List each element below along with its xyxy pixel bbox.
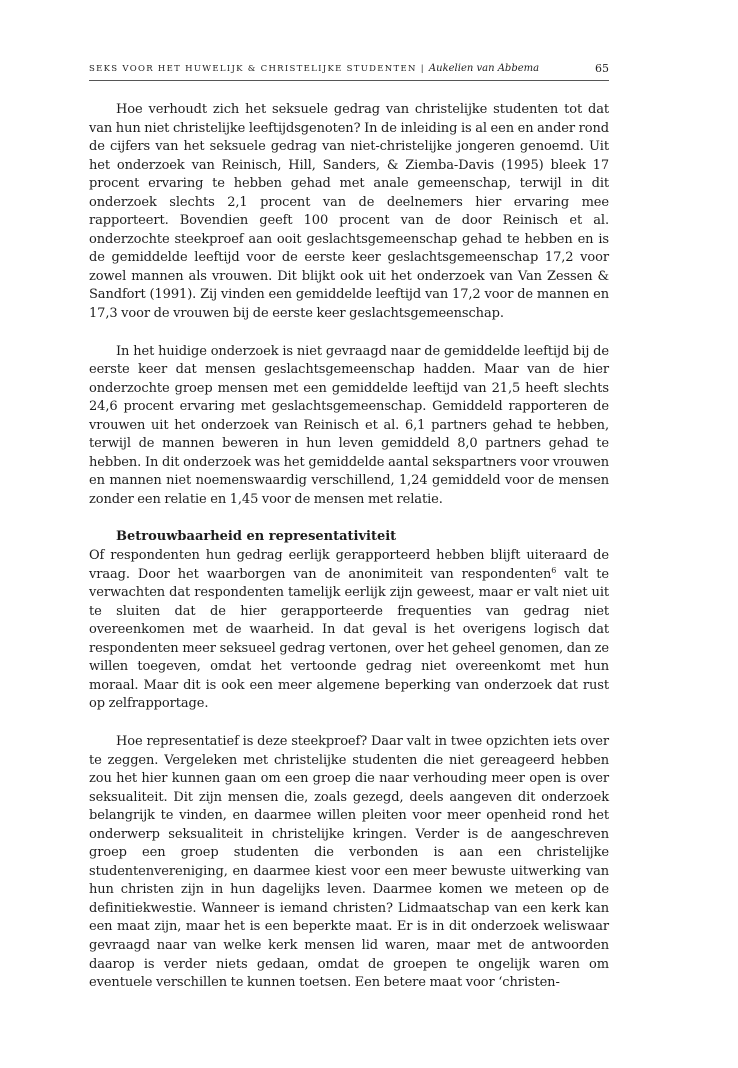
header-separator: | — [416, 64, 429, 74]
page-number: 65 — [595, 62, 609, 75]
author-name: Aukelien van Abbema — [428, 63, 540, 74]
section-heading: Betrouwbaarheid en representativiteit — [116, 529, 397, 545]
paragraph-3-part1: Of respondenten hun gedrag eerlijk gerapporteerd hebben blijft uiteraard de vraag. Door het waarborgen van de anonimiteit van respondenten — [89, 548, 609, 582]
running-head — [89, 60, 609, 81]
series-title: SEKS VOOR HET HUWELIJK & CHRISTELIJKE STUDENTEN — [89, 64, 417, 74]
paragraph-3 — [89, 547, 609, 714]
paragraph-4: Hoe representatief is deze steekproef? Daar valt in twee opzichten iets over te zeggen. Vergeleken met christelijke studenten die niet gereageerd hebben zou het hier kunnen gaan om een groep die naar verhouding meer open is over seksualiteit. Dit zijn mensen die, zoals gezegd, deels aangeven dit onderzoek belangrijk te vinden, en daarmee willen pleiten voor meer openheid rond het onderwerp seksualiteit in christelijke kringen. Verder is de aangeschreven groep een groep studenten die verbonden is aan een christelijke studentenvereniging, en daarmee kiest voor een meer bewuste uitwerking van hun christen zijn in hun dagelijks leven. Daarmee komen we meteen op de definitiekwestie. Wanneer is iemand christen? Lidmaatschap van een kerk kan een maat zijn, maar het is een beperkte maat. Er is in dit onderzoek weliswaar gevraagd naar van welke kerk mensen lid waren, maar met de antwoorden daarop is verder niets gedaan, omdat de groepen te ongelijk waren om eventuele verschillen te kunnen toetsen. Een betere maat voor ‘christen- — [89, 733, 609, 991]
paragraph-1: Hoe verhoudt zich het seksuele gedrag van christelijke studenten tot dat van hun niet christelijke leeftijdsgenoten? In de inleiding is al een en ander rond de cijfers van het seksuele gedrag van niet-christelijke jongeren genoemd. Uit het onderzoek van Reinisch, Hill, Sanders, & Ziemba-Davis (1995) bleek 17 procent ervaring te hebben gehad met anale gemeenschap, terwijl in dit onderzoek slechts 2,1 procent van de deelnemers hier ervaring mee rapporteert. Bovendien geeft 100 procent van de door Reinisch et al. onderzochte steekproef aan ooit geslachtsgemeenschap gehad te hebben en is de gemiddelde leeftijd voor de eerste keer geslachtsgemeenschap 17,2 voor zowel mannen als vrouwen. Dit blijkt ook uit het onderzoek van Van Zessen & Sandfort (1991). Zij vinden een gemiddelde leeftijd van 17,2 voor de mannen en 17,3 voor de vrouwen bij de eerste keer geslachtsgemeenschap. — [89, 102, 609, 322]
footnote-marker[interactable]: 6 — [551, 565, 557, 575]
paragraph-3-part2: valt te verwachten dat respondenten tamelijk eerlijk zijn geweest, maar er valt niet uit te sluiten dat de hier gerapporteerde frequenties van gedrag niet overeenkomen met de waarheid. In dat geval is het overigens logisch dat respondenten meer seksueel gedrag vertonen, over het geheel genomen, dan ze willen toegeven, omdat het vertoonde gedrag niet overeenkomt met hun moraal. Maar dit is ook een meer algemene beperking van onderzoek dat rust op zelfrapportage. — [89, 566, 609, 712]
body-text — [89, 101, 609, 993]
paragraph-2: In het huidige onderzoek is niet gevraagd naar de gemiddelde leeftijd bij de eerste keer dat mensen geslachtsgemeenschap hadden. Maar van de hier onderzochte groep mensen met een gemiddelde leeftijd van 21,5 heeft slechts 24,6 procent ervaring met geslachtsgemeenschap. Gemiddeld rapporteren de vrouwen uit het onderzoek van Reinisch et al. 6,1 partners gehad te hebben, terwijl de mannen beweren in hun leven gemiddeld 8,0 partners gehad te hebben. In dit onderzoek was het gemiddelde aantal sekspartners voor vrouwen en mannen niet noemenswaardig verschillend, 1,24 gemiddeld voor de mensen zonder een relatie en 1,45 voor de mensen met relatie. — [89, 343, 609, 507]
